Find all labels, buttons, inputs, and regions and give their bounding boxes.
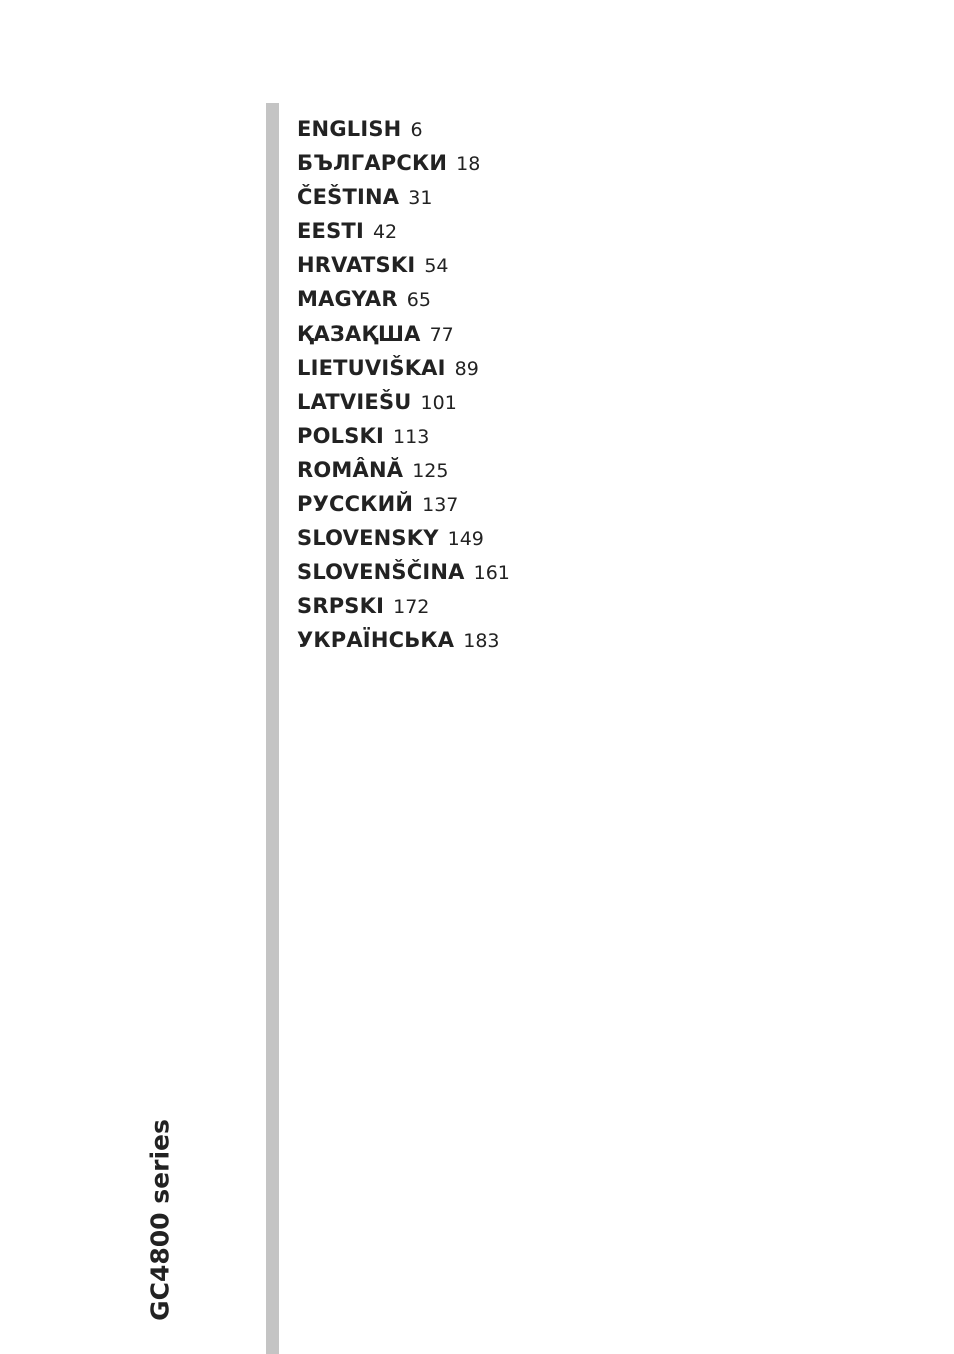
toc-page: 183	[463, 630, 500, 653]
toc-item-hungarian[interactable]	[297, 282, 510, 316]
toc-item-russian[interactable]	[297, 487, 510, 521]
toc-page: 42	[372, 221, 398, 244]
toc-language: ҚАЗАҚША	[297, 321, 421, 346]
toc-item-polish[interactable]	[297, 419, 510, 453]
toc-page: 6	[410, 119, 423, 141]
toc-item-ukrainian[interactable]	[297, 623, 510, 657]
toc-language: ENGLISH	[297, 117, 402, 141]
toc-language: HRVATSKI	[297, 253, 416, 278]
toc-language: ČEŠTINA	[297, 185, 400, 210]
toc-item-english[interactable]	[297, 112, 510, 146]
toc-language: УКРАЇНСЬКА	[297, 628, 455, 653]
toc-item-bulgarian[interactable]	[297, 146, 510, 180]
series-title: GC4800 series	[145, 1119, 175, 1321]
toc-language: РУССКИЙ	[297, 492, 414, 517]
toc-page: 149	[447, 528, 484, 551]
toc-item-lithuanian[interactable]	[297, 351, 510, 385]
toc-item-kazakh[interactable]	[297, 317, 510, 351]
toc-language: SLOVENSKY	[297, 526, 439, 551]
toc-page: 18	[456, 153, 481, 176]
toc-language: SRPSKI	[297, 594, 385, 619]
toc-page: 101	[420, 391, 457, 414]
toc-item-croatian[interactable]	[297, 248, 510, 282]
toc-language: MAGYAR	[297, 287, 398, 312]
side-bar	[266, 103, 279, 1354]
toc-language: LIETUVIŠKAI	[297, 355, 446, 380]
toc-page: 113	[393, 425, 430, 448]
toc-item-slovak[interactable]	[297, 521, 510, 555]
toc-page: 31	[408, 187, 433, 210]
toc-page: 89	[454, 357, 479, 380]
toc-item-czech[interactable]	[297, 180, 510, 214]
table-of-contents	[297, 112, 510, 658]
toc-page: 65	[406, 289, 431, 312]
toc-page: 125	[412, 459, 449, 482]
toc-language: EESTI	[297, 219, 364, 244]
toc-item-latvian[interactable]	[297, 385, 510, 419]
toc-page: 54	[424, 255, 449, 278]
toc-item-romanian[interactable]	[297, 453, 510, 487]
toc-language: SLOVENŠČINA	[297, 560, 465, 585]
toc-item-slovenian[interactable]	[297, 555, 510, 589]
toc-language: БЪЛГАРСКИ	[297, 151, 448, 176]
toc-item-estonian[interactable]	[297, 214, 510, 248]
toc-item-serbian[interactable]	[297, 589, 510, 623]
toc-page: 161	[473, 562, 510, 585]
toc-page: 77	[429, 323, 454, 346]
toc-page: 137	[422, 494, 459, 517]
toc-language: LATVIEŠU	[297, 389, 412, 414]
toc-language: ROMÂNĂ	[297, 457, 404, 482]
toc-language: POLSKI	[297, 423, 385, 448]
toc-page: 172	[393, 596, 430, 619]
